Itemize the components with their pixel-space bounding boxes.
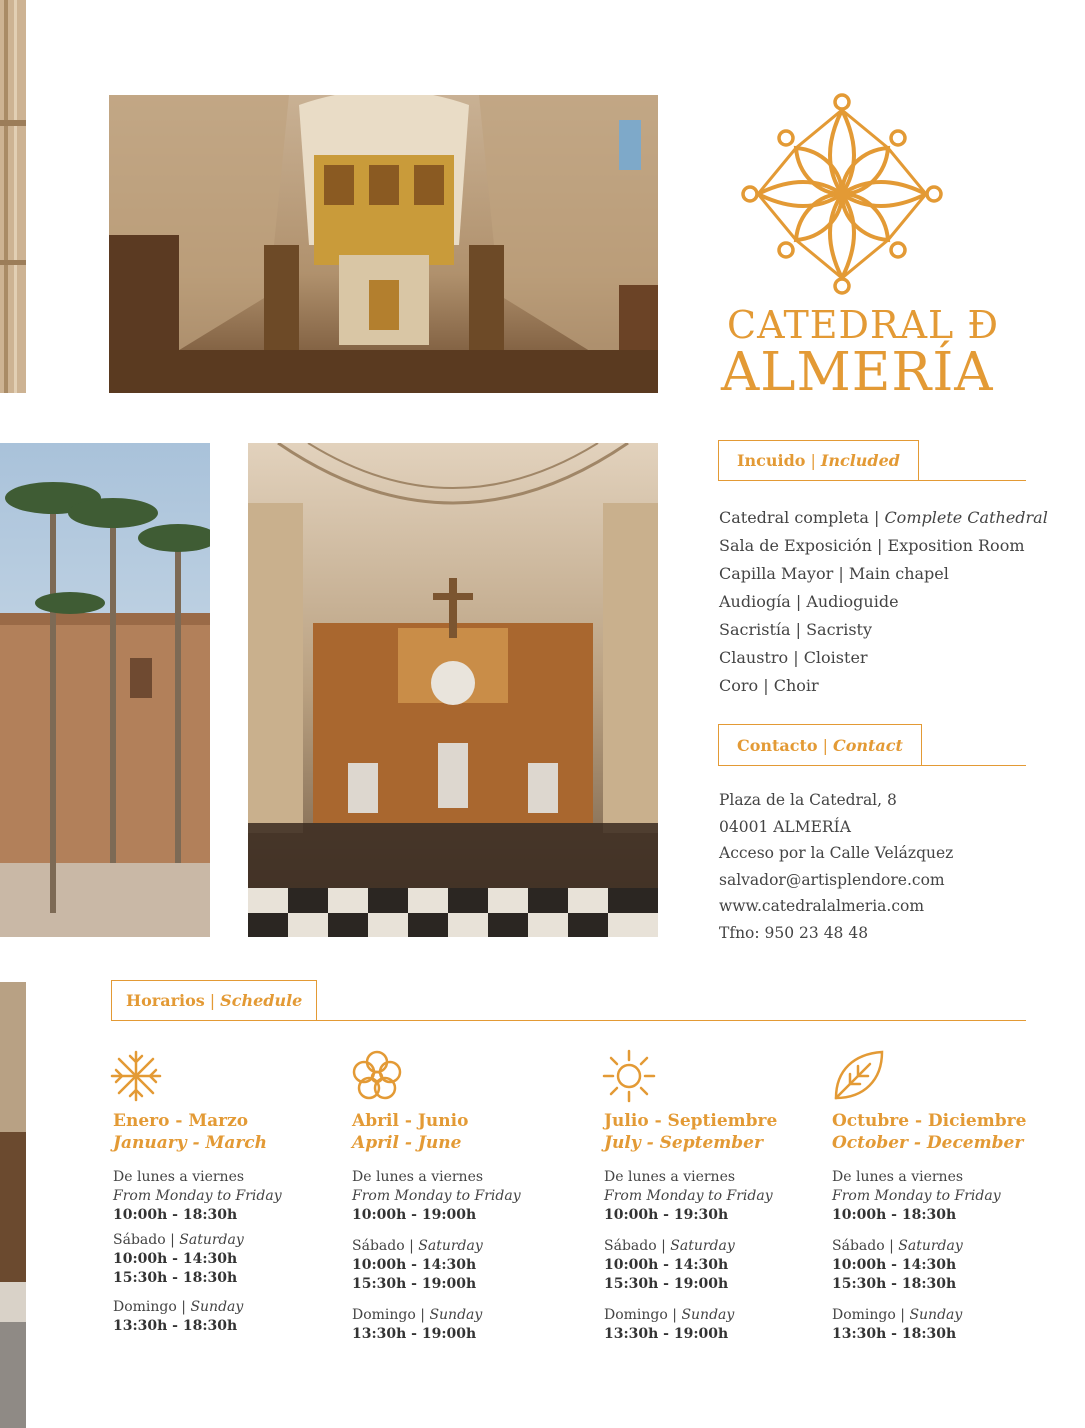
season-title-es: Abril - Junio: [352, 1111, 469, 1131]
list-item: Coro | Choir: [719, 676, 819, 695]
snowflake-icon: [108, 1048, 164, 1104]
included-tab: [718, 440, 919, 481]
schedule-tab: [111, 980, 317, 1021]
left-edge-choir-photo: [0, 982, 26, 1428]
included-heading-en: Included: [820, 451, 900, 470]
contact-address: Plaza de la Catedral, 8: [719, 791, 897, 809]
logo-title-line1: CATEDRAL Đ: [727, 303, 1000, 347]
season-title-es: Enero - Marzo: [113, 1111, 249, 1131]
season-title-en: July - September: [604, 1133, 763, 1153]
weekday-block: De lunes a viernes From Monday to Friday 10:00h - 19:30h: [604, 1169, 773, 1223]
contact-postcode: 04001 ALMERÍA: [719, 817, 851, 836]
season-title-es: Julio - Septiembre: [604, 1111, 778, 1131]
list-item: Capilla Mayor | Main chapel: [719, 564, 949, 583]
schedule-heading-sep: |: [209, 991, 216, 1010]
included-heading-sep: |: [810, 451, 816, 470]
sunday-block: Domingo | Sunday 13:30h - 18:30h: [113, 1299, 244, 1334]
apse-interior-photo: [109, 95, 658, 393]
season-column-q2: [352, 1110, 582, 1344]
rose-window-logo-icon: [738, 90, 946, 298]
season-column-q3: [604, 1110, 834, 1344]
contact-heading-en: Contact: [833, 735, 903, 755]
season-title-en: April - June: [352, 1133, 462, 1153]
list-item: Claustro | Cloister: [719, 648, 868, 667]
schedule-rule: [308, 1020, 1026, 1021]
schedule-heading-es: Horarios: [126, 991, 205, 1010]
contact-list: [719, 787, 953, 946]
saturday-block: Sábado | Saturday 10:00h - 14:30h 15:30h - 18:30h: [113, 1232, 244, 1286]
contact-email-link[interactable]: salvador@artisplendore.com: [719, 870, 945, 889]
list-item: Sacristía | Sacristy: [719, 620, 872, 639]
sunday-block: Domingo | Sunday 13:30h - 19:00h: [352, 1307, 483, 1342]
contact-heading-es: Contacto: [737, 735, 818, 755]
schedule-heading-en: Schedule: [220, 991, 303, 1010]
sunday-block: Domingo | Sunday 13:30h - 19:00h: [604, 1307, 735, 1342]
sunday-block: Domingo | Sunday 13:30h - 18:30h: [832, 1307, 963, 1342]
contact-website-link[interactable]: www.catedralalmeria.com: [719, 897, 925, 915]
included-heading-es: Incuido: [737, 451, 806, 470]
season-column-q1: [113, 1110, 343, 1336]
season-column-q4: [832, 1110, 1062, 1344]
weekday-block: De lunes a viernes From Monday to Friday 10:00h - 19:00h: [352, 1169, 521, 1223]
leaf-icon: [830, 1048, 886, 1104]
contact-rule: [915, 765, 1026, 766]
flower-icon: [349, 1048, 405, 1104]
saturday-block: Sábado | Saturday 10:00h - 14:30h 15:30h - 19:00h: [604, 1238, 735, 1292]
saturday-block: Sábado | Saturday 10:00h - 14:30h 15:30h - 19:00h: [352, 1238, 483, 1292]
saturday-block: Sábado | Saturday 10:00h - 14:30h 15:30h - 18:30h: [832, 1238, 963, 1292]
season-title-en: October - December: [832, 1133, 1024, 1153]
sun-icon: [601, 1048, 657, 1104]
weekday-block: De lunes a viernes From Monday to Friday 10:00h - 18:30h: [113, 1169, 282, 1223]
contact-access: Acceso por la Calle Velázquez: [719, 844, 954, 862]
list-item: Catedral completa | Complete Cathedral: [719, 508, 1048, 527]
contact-heading-sep: |: [822, 735, 828, 755]
season-title-en: January - March: [113, 1133, 268, 1153]
palm-trees-exterior-photo: [0, 443, 210, 937]
contact-phone: Tfno: 950 23 48 48: [719, 923, 869, 942]
altar-retablo-photo: [248, 443, 658, 937]
left-edge-stone-photo: [0, 0, 26, 393]
season-title-es: Octubre - Diciembre: [832, 1111, 1027, 1131]
included-rule: [915, 480, 1026, 481]
logo-title-line2: ALMERÍA: [721, 342, 994, 403]
included-list: [719, 504, 1048, 700]
contact-tab: [718, 724, 922, 766]
weekday-block: De lunes a viernes From Monday to Friday 10:00h - 18:30h: [832, 1169, 1001, 1223]
list-item: Sala de Exposición | Exposition Room: [719, 536, 1025, 555]
list-item: Audiogía | Audioguide: [719, 592, 899, 611]
